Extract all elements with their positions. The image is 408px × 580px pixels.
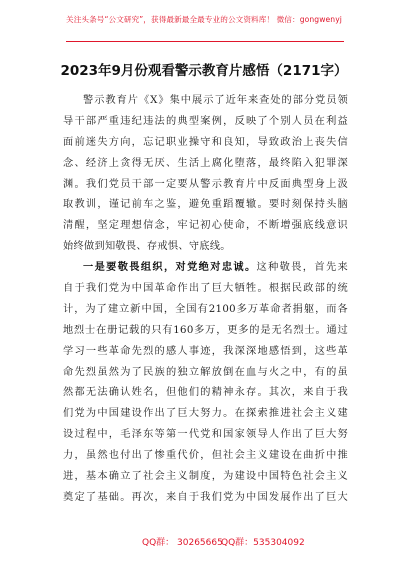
body-line: 然都无法确认姓名，但他们的精神永存。其次，来自于我 [63,387,348,399]
footer-qq-group-2: QQ群：535304092 [221,538,305,548]
body-line: 清醒，坚定理想信念，牢记初心使命，不断增强底线意识 [63,220,348,232]
body-line: 面前迷失方向，忘记职业操守和良知，导致政治上丧失信 [63,136,348,148]
body-line: 导干部严重违纪违法的典型案例，反映了个别人员在利益 [63,115,348,127]
body-line: 取教训，谨记前车之鉴，避免重蹈覆辙。要时刻保持头脑 [63,199,348,211]
document-title: 2023年9月份观看警示教育片感悟（2171字） [60,63,348,79]
body-line: 始终做到知敬畏、存戒惧、守底线。 [63,241,231,253]
body-line: 警示教育片《X》集中展示了近年来查处的部分党员领 [83,95,348,106]
body-line: 奠定了基础。再次，来自于我们党为中国发展作出了巨大 [63,491,348,503]
body-line: 进，基本确立了社会主义制度，为建设中国特色社会主义 [63,471,348,483]
document-body [63,91,348,509]
body-line: 念、经济上贪得无厌、生活上腐化堕落，最终陷入犯罪深 [63,157,348,169]
body-line: 力，虽然也付出了惨重代价，但社会主义建设在曲折中推 [63,450,348,462]
header-divider [66,41,344,42]
body-line: 命先烈虽然为了民族的独立解放倒在血与火之中，有的虽 [63,366,348,378]
body-line: 计，为了建立新中国，全国有2100多万革命者捐躯，而各 [63,303,348,315]
body-line: 设过程中，毛泽东等第一代党和国家领导人作出了巨大努 [63,429,348,441]
body-line: 们党为中国建设作出了巨大努力。在探索推进社会主义建 [63,408,348,420]
section-lead-heading: 一是要敬畏组织，对党绝对忠诚。 [83,262,257,274]
footer [0,535,408,549]
header-banner: 关注头条号“公文研究”，获得最新最全最专业的公文资料库！ 微信：gongwenyj [66,15,342,24]
footer-qq-group-1: QQ群： 30265665 [142,538,223,548]
body-line-with-heading [63,258,348,279]
body-line: 渊。我们党员干部一定要从警示教育片中反面典型身上汲 [63,178,348,190]
body-line: 学习一些革命先烈的感人事迹，我深深地感悟到，这些革 [63,345,348,357]
body-line: 自于我们党为中国革命作出了巨大牺牲。根据民政部的统 [63,283,348,295]
body-line: 地烈士在册记载的只有160多万，更多的是无名烈士。通过 [63,324,348,336]
body-line-text: 这种敬畏，首先来 [256,262,348,274]
